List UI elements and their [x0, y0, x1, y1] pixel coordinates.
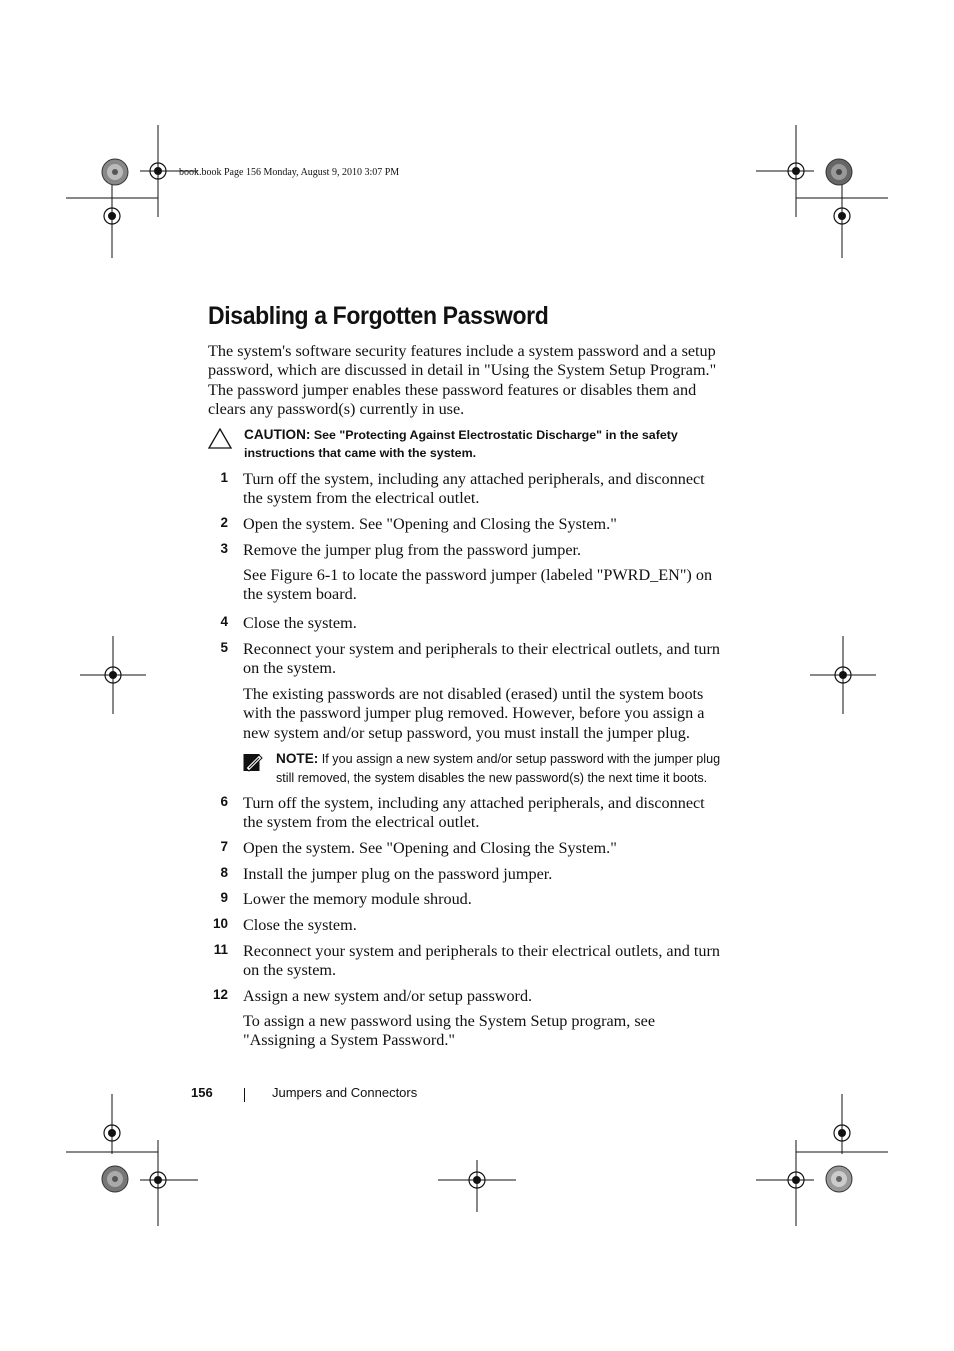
note-text: [276, 750, 726, 787]
step-text: Remove the jumper plug from the password jumper.: [243, 541, 582, 559]
step-number: 7: [220, 839, 228, 854]
step-text: Open the system. See "Opening and Closing the System.": [243, 515, 617, 533]
step-text: Open the system. See "Opening and Closing the System.": [243, 839, 617, 857]
step-continuation: See Figure 6-1 to locate the password jumper (labeled "PWRD_EN") on the system board.: [243, 566, 713, 604]
step-number: 9: [220, 890, 228, 905]
step-number: 5: [220, 640, 228, 655]
step-text: Turn off the system, including any attached peripherals, and disconnect the system from the electrical outlet.: [243, 794, 705, 832]
registration-crosshair-icon: [810, 636, 876, 714]
caution-text: [244, 426, 714, 462]
footer-section-title: Jumpers and Connectors: [272, 1085, 418, 1100]
footer-divider: [244, 1088, 245, 1102]
intro-paragraph: The system's software security features include a system password and a setup password, which are discussed in detail in "Using the System Setup Program." The password jumper enables these password features or disables them and clears any password(s) currently in use.: [208, 342, 717, 419]
color-target-icon: [825, 158, 853, 186]
step-number: 4: [220, 614, 228, 629]
step-number: 1: [220, 470, 228, 485]
color-target-icon: [101, 158, 129, 186]
page-number: 156: [191, 1085, 213, 1100]
step-text: Reconnect your system and peripherals to their electrical outlets, and turn on the system.: [243, 640, 720, 678]
note-pencil-icon: [243, 752, 263, 772]
step-text: Close the system.: [243, 916, 357, 934]
color-target-icon: [825, 1165, 853, 1193]
step-text: Assign a new system and/or setup password.: [243, 987, 533, 1005]
step-number: 6: [220, 794, 228, 809]
note-label: NOTE:: [276, 751, 319, 766]
registration-crosshair-icon: [796, 180, 888, 258]
step-number: 12: [212, 987, 228, 1002]
step-text: Install the jumper plug on the password jumper.: [243, 865, 553, 883]
step-number: 8: [220, 865, 228, 880]
registration-crosshair-icon: [140, 1140, 198, 1226]
step-text: Reconnect your system and peripherals to their electrical outlets, and turn on the system.: [243, 942, 720, 980]
step-continuation: The existing passwords are not disabled (erased) until the system boots with the password jumper plug removed. However, before you assign a new system and/or setup password, you must install the jumper plug.: [243, 685, 705, 742]
print-header: book.book Page 156 Monday, August 9, 2010 3:07 PM: [179, 167, 400, 178]
step-number: 3: [220, 541, 228, 556]
registration-crosshair-icon: [80, 636, 146, 714]
registration-crosshair-icon: [438, 1160, 516, 1212]
caution-body: See "Protecting Against Electrostatic Discharge" in the safety instructions that came with the system.: [244, 428, 678, 460]
page-title: Disabling a Forgotten Password: [208, 302, 549, 330]
step-text: Close the system.: [243, 614, 357, 632]
caution-triangle-icon: [208, 428, 232, 449]
step-number: 10: [212, 916, 228, 931]
color-target-icon: [101, 1165, 129, 1193]
caution-label: CAUTION:: [244, 427, 311, 442]
step-number: 11: [213, 942, 228, 957]
step-text: Lower the memory module shroud.: [243, 890, 472, 908]
note-body: If you assign a new system and/or setup password with the jumper plug still removed, the system disables the new password(s) the next time it boots.: [276, 752, 721, 785]
registration-crosshair-icon: [66, 180, 158, 258]
step-continuation: To assign a new password using the System Setup program, see "Assigning a System Password.": [243, 1012, 656, 1050]
step-text: Turn off the system, including any attached peripherals, and disconnect the system from the electrical outlet.: [243, 470, 705, 508]
step-number: 2: [220, 515, 228, 530]
registration-crosshair-icon: [756, 1140, 814, 1226]
